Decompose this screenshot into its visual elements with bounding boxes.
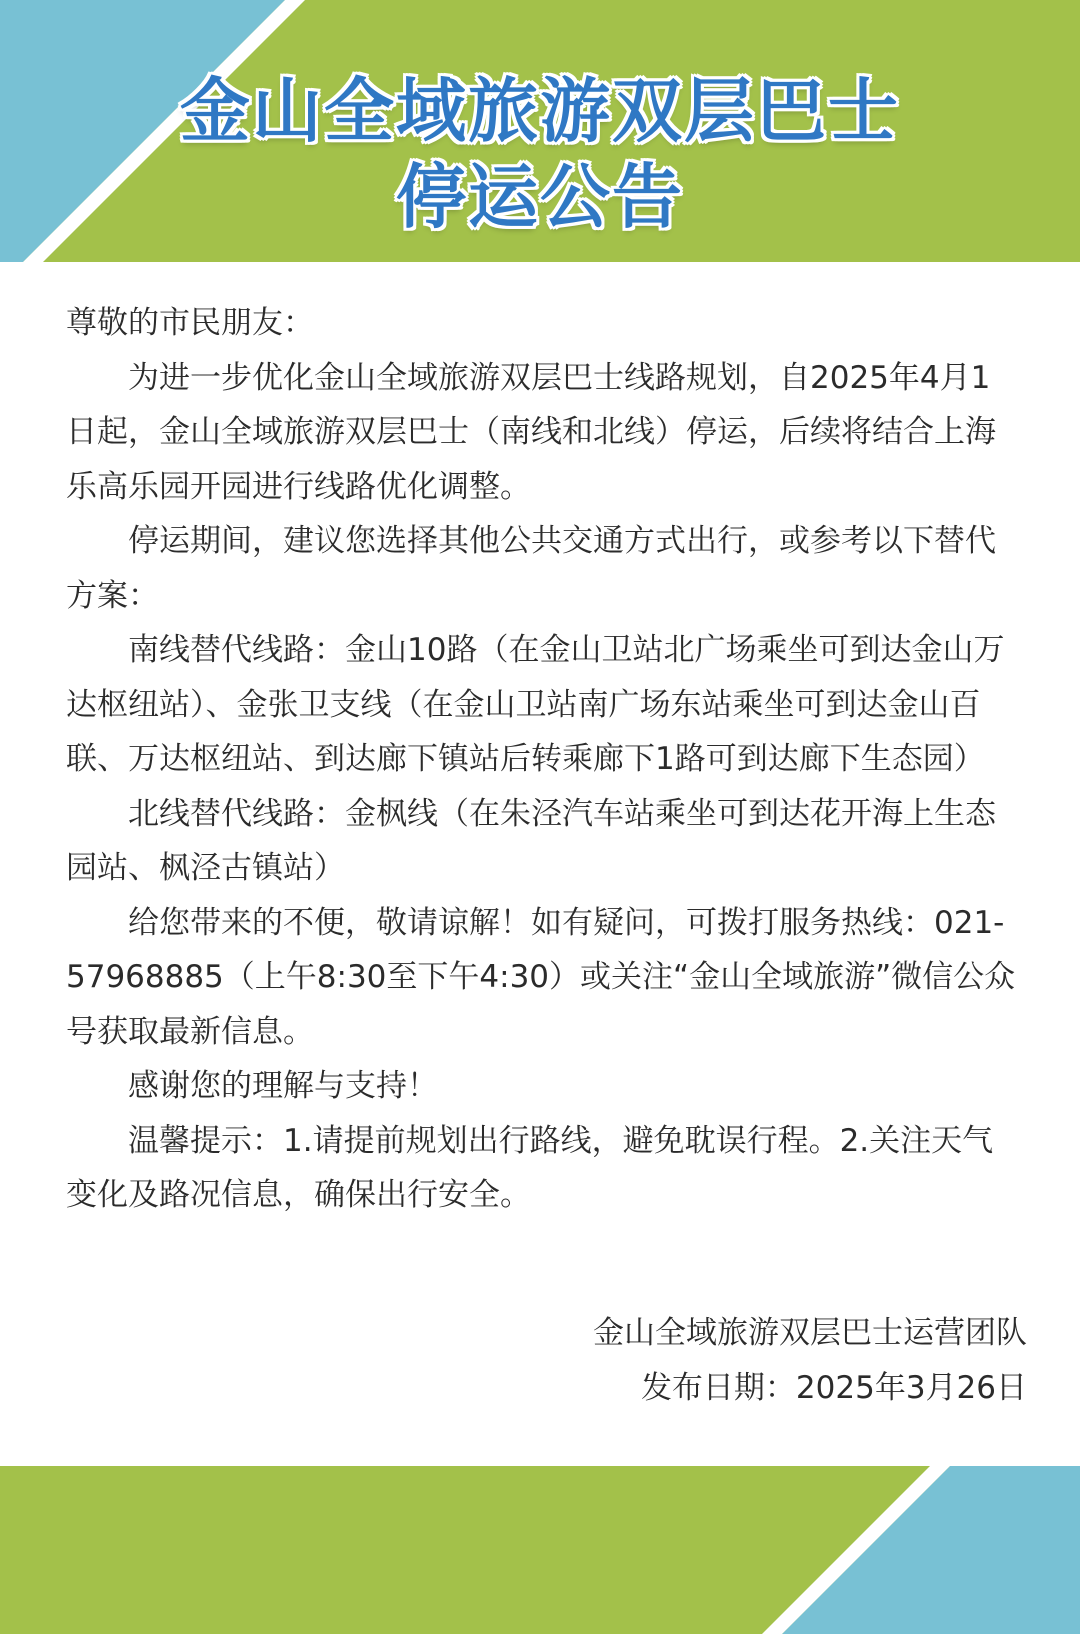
paragraph: 给您带来的不便，敬请谅解！如有疑问，可拨打服务热线：021-57968885（上午8:30至下午4:30）或关注“金山全域旅游”微信公众号获取最新信息。 <box>66 904 1016 1050</box>
paragraph: 北线替代线路：金枫线（在朱泾汽车站乘坐可到达花开海上生态园站、枫泾古镇站） <box>66 795 996 886</box>
paragraph: 为进一步优化金山全域旅游双层巴士线路规划，自2025年4月1日起，金山全域旅游双层巴士（南线和北线）停运，后续将结合上海乐高乐园开园进行线路优化调整。 <box>66 359 996 505</box>
footer-banner <box>0 1466 1080 1634</box>
title-line-2: 停运公告 <box>396 156 684 238</box>
signature-organization: 金山全域旅游双层巴士运营团队 <box>593 1315 1027 1351</box>
footer-decoration <box>0 1466 1080 1634</box>
paragraph: 感谢您的理解与支持！ <box>128 1068 438 1104</box>
header-banner <box>0 0 1080 262</box>
title <box>0 68 1080 240</box>
paragraph: 停运期间，建议您选择其他公共交通方式出行，或参考以下替代方案： <box>66 523 996 614</box>
signature-date: 发布日期：2025年3月26日 <box>640 1370 1027 1406</box>
notice-body <box>66 296 1016 1223</box>
paragraph: 南线替代线路：金山10路（在金山卫站北广场乘坐可到达金山万达枢纽站）、金张卫支线（在金山卫站南广场东站乘坐可到达金山百联、万达枢纽站、到达廊下镇站后转乘廊下1路可到达廊下生态园） <box>66 632 1005 777</box>
signature <box>593 1306 1027 1416</box>
greeting: 尊敬的市民朋友： <box>66 305 314 341</box>
paragraph: 温馨提示：1.请提前规划出行路线，避免耽误行程。2.关注天气变化及路况信息，确保出行安全。 <box>66 1122 994 1213</box>
title-line-1: 金山全域旅游双层巴士 <box>180 70 900 152</box>
